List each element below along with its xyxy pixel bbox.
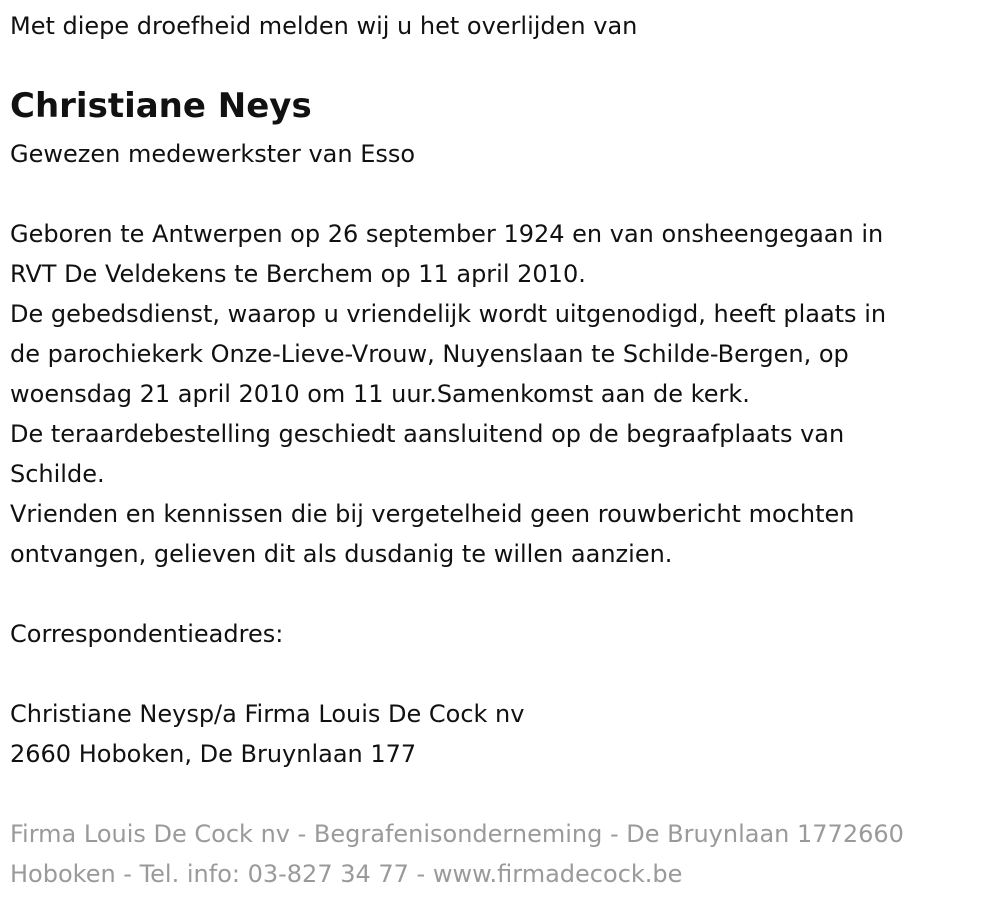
body-line: Vrienden en kennissen die bij vergetelheid geen rouwbericht mochten: [10, 500, 855, 528]
funeral-home-footer: [10, 814, 904, 894]
notice-body: [10, 214, 990, 574]
footer-line-1: Firma Louis De Cock nv - Begrafenisonderneming - De Bruynlaan 1772660: [10, 820, 904, 848]
body-line: woensdag 21 april 2010 om 11 uur.Samenkomst aan de kerk.: [10, 380, 750, 408]
deceased-name: Christiane Neys: [10, 86, 312, 126]
body-line: ontvangen, gelieven dit als dusdanig te willen aanzien.: [10, 540, 673, 568]
correspondence-label: Correspondentieadres:: [10, 620, 284, 648]
body-line: de parochiekerk Onze-Lieve-Vrouw, Nuyenslaan te Schilde-Bergen, op: [10, 340, 849, 368]
footer-line-2: Hoboken - Tel. info: 03-827 34 77 - www.firmadecock.be: [10, 860, 683, 888]
body-line: Schilde.: [10, 460, 105, 488]
body-line: De gebedsdienst, waarop u vriendelijk wordt uitgenodigd, heeft plaats in: [10, 300, 887, 328]
deceased-role: Gewezen medewerkster van Esso: [10, 140, 416, 168]
body-line: De teraardebestelling geschiedt aansluitend op de begraafplaats van: [10, 420, 845, 448]
body-line: RVT De Veldekens te Berchem op 11 april 2010.: [10, 260, 586, 288]
address-line-2: 2660 Hoboken, De Bruynlaan 177: [10, 740, 417, 768]
intro-text: Met diepe droefheid melden wij u het overlijden van: [10, 12, 638, 40]
body-line: Geboren te Antwerpen op 26 september 1924 en van onsheengegaan in: [10, 220, 884, 248]
address-line-1: Christiane Neysp/a Firma Louis De Cock nv: [10, 700, 525, 728]
